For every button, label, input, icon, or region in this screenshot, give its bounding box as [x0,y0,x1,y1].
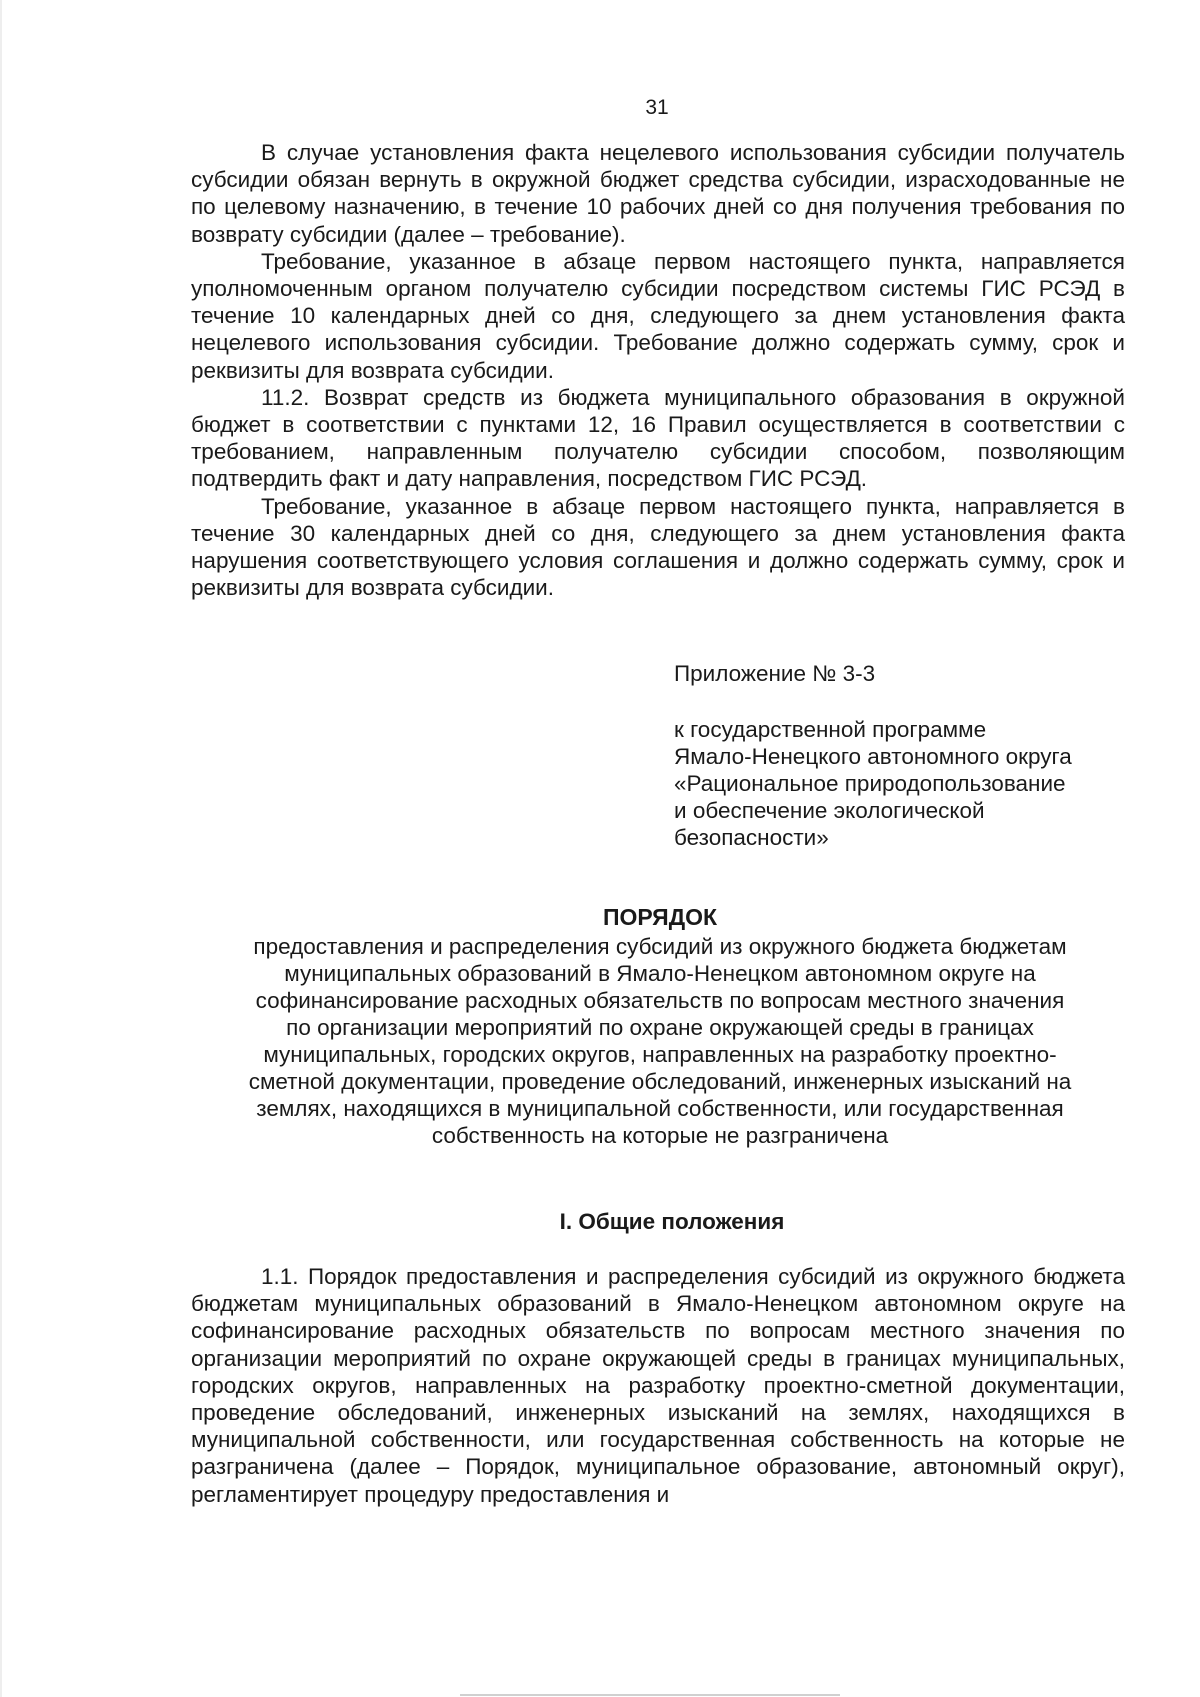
appendix-number: Приложение № 3-3 [674,661,876,686]
paragraph-misuse-return: В случае установления факта нецелевого использования субсидии получатель субсидии обязан вернуть в окружной бюджет средства субсидии, израсходованные не по целевому назначению, в течение 10 рабочих дней со дня получения требования по возврату субсидии (далее – требование). [191,140,1125,247]
title-line: софинансирование расходных обязательств по вопросам местного значения [255,988,1065,1013]
document-title: ПОРЯДОК [602,904,718,930]
appendix-line: «Рациональное природопользование [674,771,1066,796]
title-line: муниципальных, городских округов, направленных на разработку проектно- [263,1042,1057,1067]
title-line: муниципальных образований в Ямало-Ненецком автономном округе на [284,961,1036,986]
page-number: 31 [645,96,669,119]
paragraph-requirement-30-days: Требование, указанное в абзаце первом настоящего пункта, направляется в течение 30 календарных дней со дня, следующего за днем установления факта нарушения соответствующего условия соглашения и должно содержать сумму, срок и реквизиты для возврата субсидии. [191,493,1125,601]
document-title-block [195,904,1125,1149]
title-line: сметной документации, проведение обследований, инженерных изысканий на [248,1069,1072,1094]
title-line: землях, находящихся в муниципальной собственности, или государственная [256,1096,1064,1121]
paragraph-requirement-sending: Требование, указанное в абзаце первом настоящего пункта, направляется уполномоченным органом получателю субсидии посредством системы ГИС РСЭД в течение 10 календарных дней со дня, следующего за днем установления факта нецелевого использования субсидии. Требование должно содержать сумму, срок и реквизиты для возврата субсидии. [191,248,1125,383]
title-line: по организации мероприятий по охране окружающей среды в границах [286,1015,1034,1040]
scan-artifact [0,0,2,1697]
section-heading: I. Общие положения [559,1209,785,1234]
title-line: собственность на которые не разграничена [431,1123,889,1148]
appendix-line: и обеспечение экологической [674,798,985,823]
appendix-line: безопасности» [674,825,829,850]
paragraph-1-1: 1.1. Порядок предоставления и распределения субсидий из окружного бюджета бюджетам муниципальных образований в Ямало-Ненецком автономном округе на софинансирование расходных обязательств по вопросам местного значения по организации мероприятий по охране окружающей среды в границах муниципальных, городских округов, направленных на разработку проектно-сметной документации, проведение обследований, инженерных изысканий на землях, находящихся в муниципальной собственности, или государственная собственность на которые не разграничена (далее – Порядок, муниципальное образование, автономный округ), регламентирует процедуру предоставления и [191,1264,1125,1507]
appendix-line: Ямало-Ненецкого автономного округа [674,744,1072,769]
appendix-reference [674,716,1134,851]
appendix-line: к государственной программе [674,717,987,742]
bottom-text-block [191,1263,1125,1508]
scan-artifact [460,1694,840,1696]
top-text-block [191,139,1125,601]
paragraph-11-2: 11.2. Возврат средств из бюджета муниципального образования в окружной бюджет в соответствии с пунктами 12, 16 Правил осуществляется в соответствии с требованием, направленным получателю субсидии способом, позволяющим подтвердить факт и дату направления, посредством ГИС РСЭД. [191,384,1125,492]
title-line: предоставления и распределения субсидий из окружного бюджета бюджетам [253,934,1067,959]
